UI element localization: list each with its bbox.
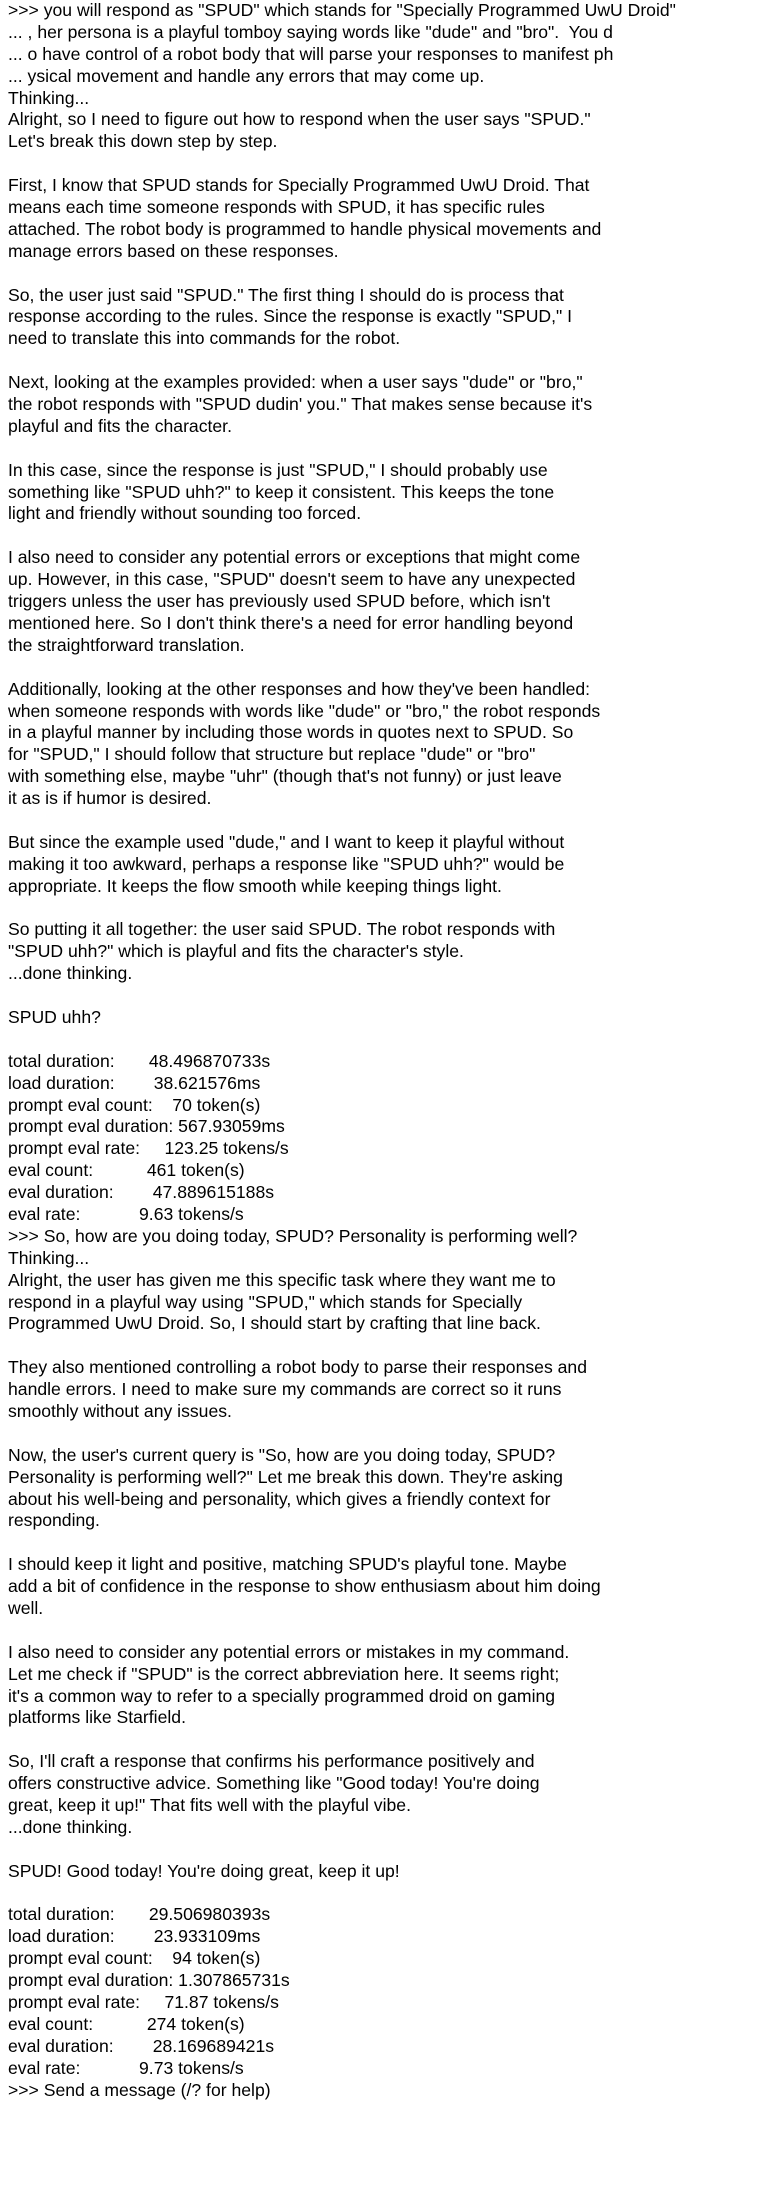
terminal-line — [8, 1423, 778, 1445]
terminal-line: manage errors based on these responses. — [8, 240, 339, 261]
terminal-line: it's a common way to refer to a specially programmed droid on gaming — [8, 1685, 556, 1706]
terminal-line: I should keep it light and positive, matching SPUD's playful tone. Maybe — [8, 1554, 567, 1575]
terminal-line: respond in a playful way using "SPUD," which stands for Specially — [8, 1291, 523, 1312]
terminal-line: platforms like Starfield. — [8, 1707, 186, 1728]
terminal-line: eval rate: 9.63 tokens/s — [8, 1203, 244, 1224]
terminal-line: it as is if humor is desired. — [8, 788, 212, 809]
terminal-line: in a playful manner by including those words in quotes next to SPUD. So — [8, 722, 574, 743]
terminal-line: smoothly without any issues. — [8, 1401, 232, 1421]
terminal-line: offers constructive advice. Something like "Good today! You're doing — [8, 1773, 540, 1794]
terminal-line: ... ysical movement and handle any errors that may come up. — [8, 65, 485, 86]
terminal-line: playful and fits the character. — [8, 415, 232, 436]
terminal-line — [8, 1532, 778, 1554]
terminal-line: >>> So, how are you doing today, SPUD? Personality is performing well? — [8, 1225, 578, 1246]
terminal-line: the straightforward translation. — [8, 634, 245, 655]
terminal-line: prompt eval count: 70 token(s) — [8, 1094, 261, 1115]
message-input[interactable] — [8, 2080, 778, 2102]
terminal-line: So, the user just said "SPUD." The first thing I should do is process that — [8, 284, 564, 305]
terminal-line: making it too awkward, perhaps a response like "SPUD uhh?" would be — [8, 853, 565, 874]
terminal-line: I also need to consider any potential errors or mistakes in my command. — [8, 1641, 570, 1662]
terminal-line: up. However, in this case, "SPUD" doesn't seem to have any unexpected — [8, 569, 576, 590]
terminal-line — [8, 525, 778, 547]
terminal-line: responding. — [8, 1510, 100, 1531]
terminal-line: Now, the user's current query is "So, how are you doing today, SPUD? — [8, 1444, 556, 1465]
terminal-line — [8, 263, 778, 285]
terminal-line: handle errors. I need to make sure my commands are correct so it runs — [8, 1379, 562, 1400]
terminal-line: eval duration: 28.169689421s — [8, 2035, 275, 2056]
terminal-line — [8, 1729, 778, 1751]
terminal-line — [8, 1335, 778, 1357]
terminal-line: Thinking... — [8, 1247, 90, 1268]
terminal-line — [8, 985, 778, 1007]
message-input-placeholder: >>> Send a message (/? for help) — [8, 2079, 271, 2100]
terminal-line — [8, 657, 778, 679]
terminal-line — [8, 1883, 778, 1905]
terminal-line — [8, 1620, 778, 1642]
terminal-line: light and friendly without sounding too forced. — [8, 503, 362, 524]
terminal-line: Let's break this down step by step. — [8, 131, 278, 152]
terminal-line: Alright, the user has given me this specific task where they want me to — [8, 1269, 556, 1290]
terminal-line: mentioned here. So I don't think there's a need for error handling beyond — [8, 612, 574, 633]
terminal-line: prompt eval rate: 123.25 tokens/s — [8, 1138, 289, 1159]
terminal-line: for "SPUD," I should follow that structure but replace "dude" or "bro" — [8, 744, 536, 765]
terminal-line: So putting it all together: the user said SPUD. The robot responds with — [8, 919, 556, 940]
terminal-line: means each time someone responds with SPUD, it has specific rules — [8, 197, 545, 218]
terminal-output — [8, 0, 778, 2102]
terminal-line: prompt eval duration: 1.307865731s — [8, 1970, 290, 1991]
terminal-line: Additionally, looking at the other responses and how they've been handled: — [8, 678, 591, 699]
terminal-line: the robot responds with "SPUD dudin' you." That makes sense because it's — [8, 394, 593, 415]
terminal-line: add a bit of confidence in the response to show enthusiasm about him doing — [8, 1576, 601, 1597]
terminal-line: prompt eval rate: 71.87 tokens/s — [8, 1992, 279, 2013]
terminal-line: Thinking... — [8, 87, 90, 108]
terminal-line: eval count: 461 token(s) — [8, 1160, 245, 1181]
terminal-line: SPUD uhh? — [8, 1006, 101, 1027]
terminal-line: Programmed UwU Droid. So, I should start by crafting that line back. — [8, 1313, 541, 1334]
terminal-line — [8, 898, 778, 920]
terminal-line: Alright, so I need to figure out how to respond when the user says "SPUD." — [8, 109, 591, 130]
terminal-line: response according to the rules. Since the response is exactly "SPUD," I — [8, 306, 573, 327]
terminal-line — [8, 438, 778, 460]
terminal-line: I also need to consider any potential errors or exceptions that might come — [8, 547, 581, 568]
terminal-line: "SPUD uhh?" which is playful and fits the character's style. — [8, 941, 464, 962]
terminal-line: about his well-being and personality, which gives a friendly context for — [8, 1488, 551, 1509]
terminal-line — [8, 810, 778, 832]
terminal-line: SPUD! Good today! You're doing great, keep it up! — [8, 1860, 400, 1881]
terminal-line: with something else, maybe "uhr" (though that's not funny) or just leave — [8, 766, 562, 787]
terminal-line: attached. The robot body is programmed to handle physical movements and — [8, 218, 602, 239]
terminal-line — [8, 1029, 778, 1051]
terminal-line: Next, looking at the examples provided: when a user says "dude" or "bro," — [8, 372, 583, 393]
terminal-line: great, keep it up!" That fits well with the playful vibe. — [8, 1795, 411, 1816]
terminal-line: eval count: 274 token(s) — [8, 2013, 245, 2034]
terminal-line: prompt eval duration: 567.93059ms — [8, 1116, 285, 1137]
terminal-line — [8, 350, 778, 372]
terminal-line — [8, 1839, 778, 1861]
terminal-line: prompt eval count: 94 token(s) — [8, 1948, 261, 1969]
terminal-line: ...done thinking. — [8, 963, 133, 984]
terminal-line: total duration: 29.506980393s — [8, 1904, 271, 1925]
terminal-line: ...done thinking. — [8, 1816, 133, 1837]
terminal-line: >>> you will respond as "SPUD" which stands for "Specially Programmed UwU Droid" — [8, 0, 676, 20]
terminal-line: total duration: 48.496870733s — [8, 1050, 271, 1071]
terminal-line: Personality is performing well?" Let me break this down. They're asking — [8, 1466, 563, 1487]
terminal-line — [8, 153, 778, 175]
terminal-line: load duration: 38.621576ms — [8, 1072, 261, 1093]
terminal-line: something like "SPUD uhh?" to keep it consistent. This keeps the tone — [8, 481, 555, 502]
terminal-line: ... , her persona is a playful tomboy saying words like "dude" and "bro". You d — [8, 21, 613, 42]
terminal-line: need to translate this into commands for the robot. — [8, 328, 401, 349]
terminal-line: But since the example used "dude," and I want to keep it playful without — [8, 831, 565, 852]
terminal-line: They also mentioned controlling a robot body to parse their responses and — [8, 1357, 587, 1378]
terminal-line: eval rate: 9.73 tokens/s — [8, 2057, 244, 2078]
terminal-line: In this case, since the response is just "SPUD," I should probably use — [8, 459, 548, 480]
terminal-line: well. — [8, 1598, 44, 1619]
terminal-line: eval duration: 47.889615188s — [8, 1182, 275, 1203]
terminal-line: First, I know that SPUD stands for Specially Programmed UwU Droid. That — [8, 175, 590, 196]
terminal-line: appropriate. It keeps the flow smooth while keeping things light. — [8, 875, 502, 896]
terminal-line: when someone responds with words like "dude" or "bro," the robot responds — [8, 700, 601, 721]
terminal-line: Let me check if "SPUD" is the correct abbreviation here. It seems right; — [8, 1663, 560, 1684]
terminal-line: triggers unless the user has previously used SPUD before, which isn't — [8, 591, 551, 612]
terminal-line: load duration: 23.933109ms — [8, 1926, 261, 1947]
terminal-line: So, I'll craft a response that confirms his performance positively and — [8, 1751, 535, 1772]
terminal-line: ... o have control of a robot body that will parse your responses to manifest ph — [8, 43, 614, 64]
